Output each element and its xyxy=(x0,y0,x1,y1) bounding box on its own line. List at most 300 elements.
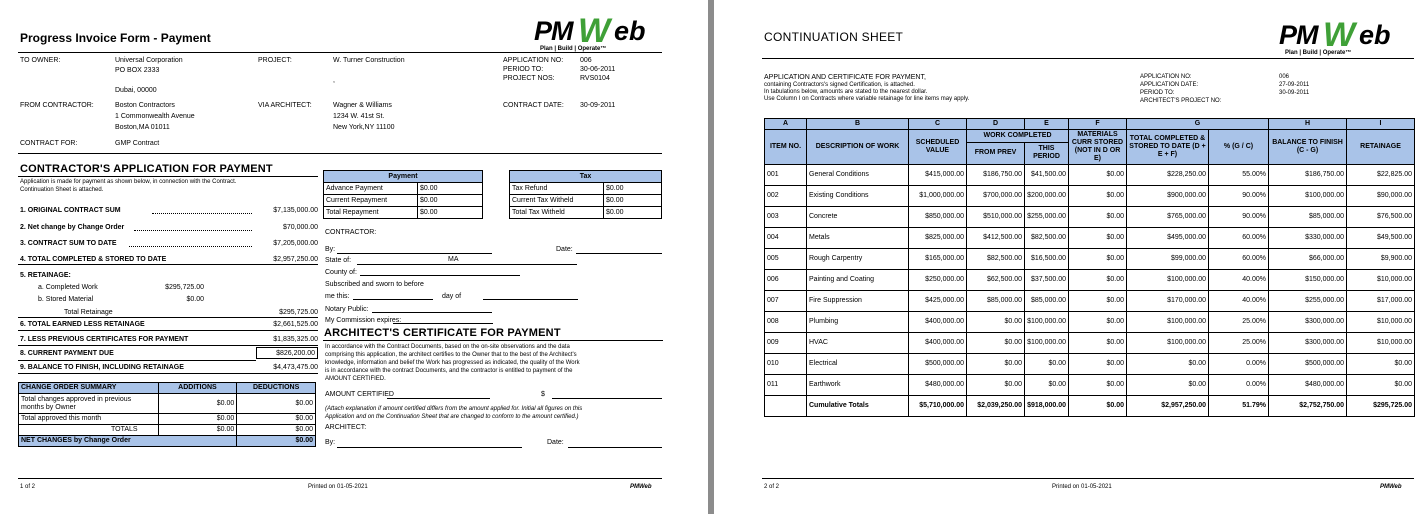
scheduled-value-cell: $480,000.00 xyxy=(909,375,967,396)
tax-box-header: Tax xyxy=(510,171,662,183)
description-cell: Existing Conditions xyxy=(807,186,909,207)
scheduled-value-cell: $825,000.00 xyxy=(909,228,967,249)
change-order-totals-label: TOTALS xyxy=(19,425,159,436)
total-completed-cell: $100,000.00 xyxy=(1127,270,1209,291)
scheduled-value-cell: $850,000.00 xyxy=(909,207,967,228)
from-prev-cell: $412,500.00 xyxy=(967,228,1025,249)
item-no-cell: 005 xyxy=(765,249,807,270)
owner-line-2: PO BOX 2333 xyxy=(115,67,160,74)
this-period-cell: $0.00 xyxy=(1025,375,1069,396)
table-row xyxy=(765,165,1415,186)
percent-cell: 55.00% xyxy=(1209,165,1269,186)
current-payment-due-value: $826,200.00 xyxy=(256,347,318,359)
retainage-cell: $0.00 xyxy=(1347,354,1415,375)
state-label: State of: xyxy=(325,257,352,264)
meta-period-to-value: 30-09-2011 xyxy=(1279,90,1310,96)
tax-row xyxy=(510,195,662,207)
table-row xyxy=(765,291,1415,312)
change-order-row-deductions: $0.00 xyxy=(237,394,316,414)
owner-line-3: Dubai, 00000 xyxy=(115,87,157,94)
balance-cell: $500,000.00 xyxy=(1269,354,1347,375)
totals-item-cell xyxy=(765,396,807,417)
summary-line-2-leader xyxy=(134,230,252,231)
change-order-row-additions: $0.00 xyxy=(158,394,237,414)
contract-date-value: 30-09-2011 xyxy=(580,102,616,109)
county-line xyxy=(360,275,520,276)
percent-cell: 25.00% xyxy=(1209,312,1269,333)
payment-row-value: $0.00 xyxy=(418,195,483,207)
commission-label: My Commission expires: xyxy=(325,317,402,324)
meta-application-date-label: APPLICATION DATE: xyxy=(1140,82,1199,88)
amount-certified-label: AMOUNT CERTIFIED xyxy=(325,391,394,398)
scheduled-value-cell: $400,000.00 xyxy=(909,333,967,354)
net-changes-value: $0.00 xyxy=(237,436,316,447)
tax-row-label: Total Tax Witheld xyxy=(510,207,604,219)
logo-pm-text: PM xyxy=(534,16,573,46)
change-order-row xyxy=(19,414,316,425)
percent-cell: 60.00% xyxy=(1209,249,1269,270)
description-cell: Electrical xyxy=(807,354,909,375)
materials-cell: $0.00 xyxy=(1069,291,1127,312)
architect-by-line xyxy=(337,447,522,448)
contractor-signature-label: CONTRACTOR: xyxy=(325,229,377,236)
notary-line xyxy=(372,312,492,313)
balance-cell: $85,000.00 xyxy=(1269,207,1347,228)
work-completed-header: WORK COMPLETED xyxy=(967,130,1069,143)
tax-row xyxy=(510,207,662,219)
materials-cell: $0.00 xyxy=(1069,228,1127,249)
footer-printed-date: Printed on 01-05-2021 xyxy=(308,484,368,490)
tax-box xyxy=(509,170,662,219)
application-heading: CONTRACTOR'S APPLICATION FOR PAYMENT xyxy=(20,163,273,175)
page-title: Progress Invoice Form - Payment xyxy=(20,31,211,45)
owner-line-1: Universal Corporation xyxy=(115,57,183,64)
summary-line-6-rule xyxy=(18,330,318,331)
project-nos-label: PROJECT NOS: xyxy=(503,75,555,82)
payment-row xyxy=(324,183,483,195)
retainage-completed-value: $295,725.00 xyxy=(165,284,204,291)
intro-line-3: Use Column I on Contracts where variable retainage for line items may apply. xyxy=(764,96,970,102)
title-rule xyxy=(18,52,662,53)
total-completed-cell: $170,000.00 xyxy=(1127,291,1209,312)
this-period-cell: $100,000.00 xyxy=(1025,312,1069,333)
payment-row-label: Total Repayment xyxy=(324,207,418,219)
retainage-rule xyxy=(18,317,318,318)
attach-text-2: Application and on the Continuation Sheet that are changed to conform to the amount certified.) xyxy=(325,414,579,420)
table-row xyxy=(765,375,1415,396)
footer-printed-date: Printed on 01-05-2021 xyxy=(1052,484,1112,490)
from-prev-cell: $186,750.00 xyxy=(967,165,1025,186)
contractor-by-label: By: xyxy=(325,246,336,253)
payment-row-value: $0.00 xyxy=(418,183,483,195)
summary-line-3-value: $7,205,000.00 xyxy=(273,240,318,247)
item-no-cell: 009 xyxy=(765,333,807,354)
commission-line xyxy=(393,323,493,324)
table-row xyxy=(765,312,1415,333)
retainage-cell: $49,500.00 xyxy=(1347,228,1415,249)
state-line xyxy=(357,264,577,265)
total-completed-header: TOTAL COMPLETED & STORED TO DATE (D + E + F) xyxy=(1127,130,1209,165)
meta-application-date-value: 27-09-2011 xyxy=(1279,82,1310,88)
description-header: DESCRIPTION OF WORK xyxy=(807,130,909,165)
invoice-page-2 xyxy=(714,0,1421,514)
summary-line-3-leader xyxy=(129,246,252,247)
column-letter: H xyxy=(1269,119,1347,130)
change-order-row-deductions: $0.00 xyxy=(237,414,316,425)
retainage-cell: $10,000.00 xyxy=(1347,333,1415,354)
scheduled-value-cell: $250,000.00 xyxy=(909,270,967,291)
cumulative-totals-row xyxy=(765,396,1415,417)
footer-brand: PMWeb xyxy=(1380,484,1402,490)
application-intro-2: Continuation Sheet is attached. xyxy=(20,187,104,193)
total-completed-cell: $900,000.00 xyxy=(1127,186,1209,207)
tax-row-value: $0.00 xyxy=(604,195,662,207)
invoice-page-1 xyxy=(0,0,708,514)
scheduled-value-cell: $165,000.00 xyxy=(909,249,967,270)
payment-row xyxy=(324,195,483,207)
this-period-cell: $85,000.00 xyxy=(1025,291,1069,312)
balance-to-finish-header: BALANCE TO FINISH (C - G) xyxy=(1269,130,1347,165)
item-no-cell: 004 xyxy=(765,228,807,249)
from-prev-cell: $0.00 xyxy=(967,333,1025,354)
architect-text-3: knowledge, information and belief the Work has progressed as indicated, the quality of the Work xyxy=(325,360,580,366)
percent-cell: 40.00% xyxy=(1209,270,1269,291)
retainage-cell: $22,825.00 xyxy=(1347,165,1415,186)
contractor-line-2: 1 Commonwealth Avenue xyxy=(115,113,195,120)
this-period-cell: $255,000.00 xyxy=(1025,207,1069,228)
item-no-cell: 006 xyxy=(765,270,807,291)
architect-heading: ARCHITECT'S CERTIFICATE FOR PAYMENT xyxy=(324,327,561,339)
this-period-cell: $82,500.00 xyxy=(1025,228,1069,249)
total-completed-cell: $100,000.00 xyxy=(1127,333,1209,354)
change-order-row-additions: $0.00 xyxy=(158,414,237,425)
change-order-row-label: Total approved this month xyxy=(19,414,159,425)
footer-brand: PMWeb xyxy=(630,484,652,490)
description-cell: Earthwork xyxy=(807,375,909,396)
me-this-label: me this: xyxy=(325,293,350,300)
description-cell: General Conditions xyxy=(807,165,909,186)
totals-scheduled: $5,710,000.00 xyxy=(909,396,967,417)
materials-stored-header: MATERIALS CURR STORED (NOT IN D OR E) xyxy=(1069,130,1127,165)
description-cell: Painting and Coating xyxy=(807,270,909,291)
item-no-header: ITEM NO. xyxy=(765,130,807,165)
materials-cell: $0.00 xyxy=(1069,207,1127,228)
retainage-cell: $10,000.00 xyxy=(1347,312,1415,333)
item-no-cell: 008 xyxy=(765,312,807,333)
total-completed-cell: $100,000.00 xyxy=(1127,312,1209,333)
retainage-cell: $0.00 xyxy=(1347,375,1415,396)
scheduled-value-cell: $400,000.00 xyxy=(909,312,967,333)
architect-heading-rule xyxy=(323,340,663,341)
materials-cell: $0.00 xyxy=(1069,270,1127,291)
materials-cell: $0.00 xyxy=(1069,186,1127,207)
contract-for-label: CONTRACT FOR: xyxy=(20,140,78,147)
column-letter: D xyxy=(967,119,1025,130)
this-period-cell: $200,000.00 xyxy=(1025,186,1069,207)
contractor-by-line xyxy=(337,253,492,254)
title-rule xyxy=(762,58,1414,59)
percent-cell: 40.00% xyxy=(1209,291,1269,312)
period-to-value: 30-06-2011 xyxy=(580,66,616,73)
table-row xyxy=(765,186,1415,207)
summary-line-8-label: 8. CURRENT PAYMENT DUE xyxy=(20,350,114,357)
change-order-totals-row xyxy=(19,425,316,436)
percent-cell: 0.00% xyxy=(1209,375,1269,396)
architect-line-2: 1234 W. 41st St. xyxy=(333,113,385,120)
percent-cell: 90.00% xyxy=(1209,186,1269,207)
percent-header: % (G / C) xyxy=(1209,130,1269,165)
totals-completed: $2,957,250.00 xyxy=(1127,396,1209,417)
table-row xyxy=(765,207,1415,228)
from-contractor-label: FROM CONTRACTOR: xyxy=(20,102,94,109)
total-retainage-value: $295,725.00 xyxy=(279,309,318,316)
total-completed-cell: $228,250.00 xyxy=(1127,165,1209,186)
total-completed-cell: $99,000.00 xyxy=(1127,249,1209,270)
payment-row xyxy=(324,207,483,219)
item-no-cell: 003 xyxy=(765,207,807,228)
item-no-cell: 002 xyxy=(765,186,807,207)
description-cell: Fire Suppression xyxy=(807,291,909,312)
from-prev-cell: $510,000.00 xyxy=(967,207,1025,228)
amount-certified-line xyxy=(387,398,490,399)
footer-rule xyxy=(762,478,1414,479)
column-letter: E xyxy=(1025,119,1069,130)
logo-tagline: Plan | Build | Operate™ xyxy=(1285,50,1352,56)
column-letter-row xyxy=(765,119,1415,130)
summary-line-2-label: 2. Net change by Change Order xyxy=(20,224,125,231)
tax-row xyxy=(510,183,662,195)
logo-eb-text: eb xyxy=(1359,20,1391,50)
percent-cell: 0.00% xyxy=(1209,354,1269,375)
balance-cell: $150,000.00 xyxy=(1269,270,1347,291)
logo-eb-text: eb xyxy=(614,16,646,46)
day-of-label: day of xyxy=(442,293,462,300)
balance-cell: $300,000.00 xyxy=(1269,312,1347,333)
balance-cell: $186,750.00 xyxy=(1269,165,1347,186)
materials-cell: $0.00 xyxy=(1069,354,1127,375)
summary-line-1-value: $7,135,000.00 xyxy=(273,207,318,214)
from-prev-cell: $0.00 xyxy=(967,354,1025,375)
header-rule xyxy=(18,153,662,154)
owner-label: TO OWNER: xyxy=(20,57,61,64)
description-cell: Rough Carpentry xyxy=(807,249,909,270)
dollar-line xyxy=(552,398,662,399)
change-order-row-label: Total changes approved in previous months by Owner xyxy=(19,394,159,414)
change-order-totals-additions: $0.00 xyxy=(158,425,237,436)
net-changes-row xyxy=(19,436,316,447)
total-completed-cell: $765,000.00 xyxy=(1127,207,1209,228)
summary-line-4-rule xyxy=(18,264,318,265)
tax-row-value: $0.00 xyxy=(604,207,662,219)
retainage-cell: $17,000.00 xyxy=(1347,291,1415,312)
payment-box-header: Payment xyxy=(324,171,483,183)
total-completed-cell: $0.00 xyxy=(1127,354,1209,375)
continuation-table xyxy=(764,118,1415,417)
totals-from-prev: $2,039,250.00 xyxy=(967,396,1025,417)
from-prev-cell: $0.00 xyxy=(967,375,1025,396)
description-cell: Metals xyxy=(807,228,909,249)
architect-text-1: In accordance with the Contract Documents, based on the on-site observations and the data xyxy=(325,344,570,350)
intro-line-1: containing Contractors's signed Certification, is attached. xyxy=(764,82,915,88)
application-heading-rule xyxy=(18,176,318,177)
column-letter: F xyxy=(1069,119,1127,130)
percent-cell: 60.00% xyxy=(1209,228,1269,249)
column-letter: A xyxy=(765,119,807,130)
continuation-title: CONTINUATION SHEET xyxy=(764,30,904,44)
payment-box xyxy=(323,170,483,219)
from-prev-cell: $0.00 xyxy=(967,312,1025,333)
summary-line-9-rule xyxy=(18,373,318,374)
summary-line-4-label: 4. TOTAL COMPLETED & STORED TO DATE xyxy=(20,256,167,263)
totals-label: Cumulative Totals xyxy=(807,396,909,417)
architect-date-line xyxy=(568,447,662,448)
column-letter: C xyxy=(909,119,967,130)
meta-application-no-label: APPLICATION NO: xyxy=(1140,74,1192,80)
this-period-cell: $16,500.00 xyxy=(1025,249,1069,270)
retainage-header: RETAINAGE xyxy=(1347,130,1415,165)
deductions-header: DEDUCTIONS xyxy=(237,383,316,394)
this-period-cell: $37,500.00 xyxy=(1025,270,1069,291)
project-comma: , xyxy=(333,77,335,84)
day-of-line xyxy=(483,299,578,300)
materials-cell: $0.00 xyxy=(1069,165,1127,186)
contractor-date-label: Date: xyxy=(556,246,573,253)
column-letter: B xyxy=(807,119,909,130)
footer-rule xyxy=(18,478,662,479)
summary-line-3-label: 3. CONTRACT SUM TO DATE xyxy=(20,240,117,247)
balance-cell: $330,000.00 xyxy=(1269,228,1347,249)
logo-w-text: W xyxy=(1323,16,1356,54)
column-letter: G xyxy=(1127,119,1269,130)
tax-row-label: Current Tax Witheld xyxy=(510,195,604,207)
materials-cell: $0.00 xyxy=(1069,375,1127,396)
materials-cell: $0.00 xyxy=(1069,333,1127,354)
notary-label: Notary Public: xyxy=(325,306,369,313)
via-architect-label: VIA ARCHITECT: xyxy=(258,102,312,109)
this-period-cell: $100,000.00 xyxy=(1025,333,1069,354)
summary-line-9-label: 9. BALANCE TO FINISH, INCLUDING RETAINAGE xyxy=(20,364,184,371)
intro-line-2: In tabulations below, amounts are stated to the nearest dollar. xyxy=(764,89,928,95)
from-prev-header: FROM PREV xyxy=(967,142,1025,164)
change-order-summary-table xyxy=(18,382,316,447)
from-prev-cell: $82,500.00 xyxy=(967,249,1025,270)
total-retainage-label: Total Retainage xyxy=(64,309,113,316)
summary-line-9-value: $4,473,475.00 xyxy=(273,364,318,371)
architect-line-3: New York,NY 11100 xyxy=(333,124,395,131)
summary-line-7-rule xyxy=(18,345,318,346)
contractor-line-1: Boston Contractors xyxy=(115,102,175,109)
totals-this-period: $918,000.00 xyxy=(1025,396,1069,417)
summary-line-6-value: $2,661,525.00 xyxy=(273,321,318,328)
retainage-label: 5. RETAINAGE: xyxy=(20,272,71,279)
retainage-stored-value: $0.00 xyxy=(186,296,204,303)
summary-line-7-value: $1,835,325.00 xyxy=(273,336,318,343)
this-period-cell: $0.00 xyxy=(1025,354,1069,375)
retainage-cell: $90,000.00 xyxy=(1347,186,1415,207)
scheduled-value-cell: $425,000.00 xyxy=(909,291,967,312)
meta-architect-project-no-label: ARCHITECT'S PROJECT NO: xyxy=(1140,98,1222,104)
change-order-header: CHANGE ORDER SUMMARY xyxy=(19,383,159,394)
retainage-cell: $9,900.00 xyxy=(1347,249,1415,270)
retainage-stored-label: b. Stored Material xyxy=(38,296,94,303)
description-cell: HVAC xyxy=(807,333,909,354)
logo-tagline: Plan | Build | Operate™ xyxy=(540,46,607,52)
from-prev-cell: $62,500.00 xyxy=(967,270,1025,291)
project-value: W. Turner Construction xyxy=(333,57,405,64)
contract-date-label: CONTRACT DATE: xyxy=(503,102,564,109)
balance-cell: $300,000.00 xyxy=(1269,333,1347,354)
project-label: PROJECT: xyxy=(258,57,292,64)
summary-line-7-label: 7. LESS PREVIOUS CERTIFICATES FOR PAYMENT xyxy=(20,336,189,343)
payment-row-label: Current Repayment xyxy=(324,195,418,207)
percent-cell: 90.00% xyxy=(1209,207,1269,228)
project-nos-value: RVS0104 xyxy=(580,75,610,82)
architect-text-5: AMOUNT CERTIFIED. xyxy=(325,376,386,382)
this-period-header: THIS PERIOD xyxy=(1025,142,1069,164)
balance-cell: $66,000.00 xyxy=(1269,249,1347,270)
summary-line-6-label: 6. TOTAL EARNED LESS RETAINAGE xyxy=(20,321,145,328)
meta-application-no-value: 006 xyxy=(1279,74,1290,80)
totals-materials: $0.00 xyxy=(1069,396,1127,417)
column-letter: I xyxy=(1347,119,1415,130)
me-this-line xyxy=(353,299,433,300)
totals-percent: 51.79% xyxy=(1209,396,1269,417)
summary-line-2-value: $70,000.00 xyxy=(282,224,318,231)
application-no-label: APPLICATION NO: xyxy=(503,57,564,64)
period-to-label: PERIOD TO: xyxy=(503,66,544,73)
description-cell: Concrete xyxy=(807,207,909,228)
table-row xyxy=(765,333,1415,354)
materials-cell: $0.00 xyxy=(1069,312,1127,333)
contractor-date-line xyxy=(576,253,662,254)
scheduled-value-cell: $415,000.00 xyxy=(909,165,967,186)
materials-cell: $0.00 xyxy=(1069,249,1127,270)
change-order-row xyxy=(19,394,316,414)
item-no-cell: 001 xyxy=(765,165,807,186)
architect-by-label: By: xyxy=(325,439,336,446)
table-row xyxy=(765,249,1415,270)
scheduled-value-cell: $500,000.00 xyxy=(909,354,967,375)
architect-line-1: Wagner & Williams xyxy=(333,102,392,109)
architect-date-label: Date: xyxy=(547,439,564,446)
item-no-cell: 007 xyxy=(765,291,807,312)
total-completed-cell: $0.00 xyxy=(1127,375,1209,396)
percent-cell: 25.00% xyxy=(1209,333,1269,354)
attach-text-1: (Attach explanation if amount certified differs from the amount applied for. Initial all figures on this xyxy=(325,406,583,412)
contractor-line-3: Boston,MA 01011 xyxy=(115,124,170,131)
intro-heading: APPLICATION AND CERTIFICATE FOR PAYMENT, xyxy=(764,74,926,81)
total-completed-cell: $495,000.00 xyxy=(1127,228,1209,249)
footer-page-number: 1 of 2 xyxy=(20,484,36,490)
scheduled-value-header: SCHEDULED VALUE xyxy=(909,130,967,165)
this-period-cell: $41,500.00 xyxy=(1025,165,1069,186)
contract-for-value: GMP Contract xyxy=(115,140,160,147)
architect-text-4: is in accordance with the contract Documents, and the contractor is entitled to payment of the xyxy=(325,368,573,374)
application-intro-1: Application is made for payment as shown below, in connection with the Contract. xyxy=(20,179,237,185)
retainage-cell: $10,000.00 xyxy=(1347,270,1415,291)
retainage-completed-label: a. Completed Work xyxy=(38,284,98,291)
item-no-cell: 011 xyxy=(765,375,807,396)
change-order-totals-deductions: $0.00 xyxy=(237,425,316,436)
summary-line-1-label: 1. ORIGINAL CONTRACT SUM xyxy=(20,207,121,214)
table-row xyxy=(765,354,1415,375)
dollar-sign: $ xyxy=(541,391,545,398)
footer-page-number: 2 of 2 xyxy=(764,484,780,490)
architect-signature-label: ARCHITECT: xyxy=(325,424,367,431)
description-cell: Plumbing xyxy=(807,312,909,333)
change-order-header-row xyxy=(19,383,316,394)
sworn-label: Subscribed and sworn to before xyxy=(325,281,424,288)
